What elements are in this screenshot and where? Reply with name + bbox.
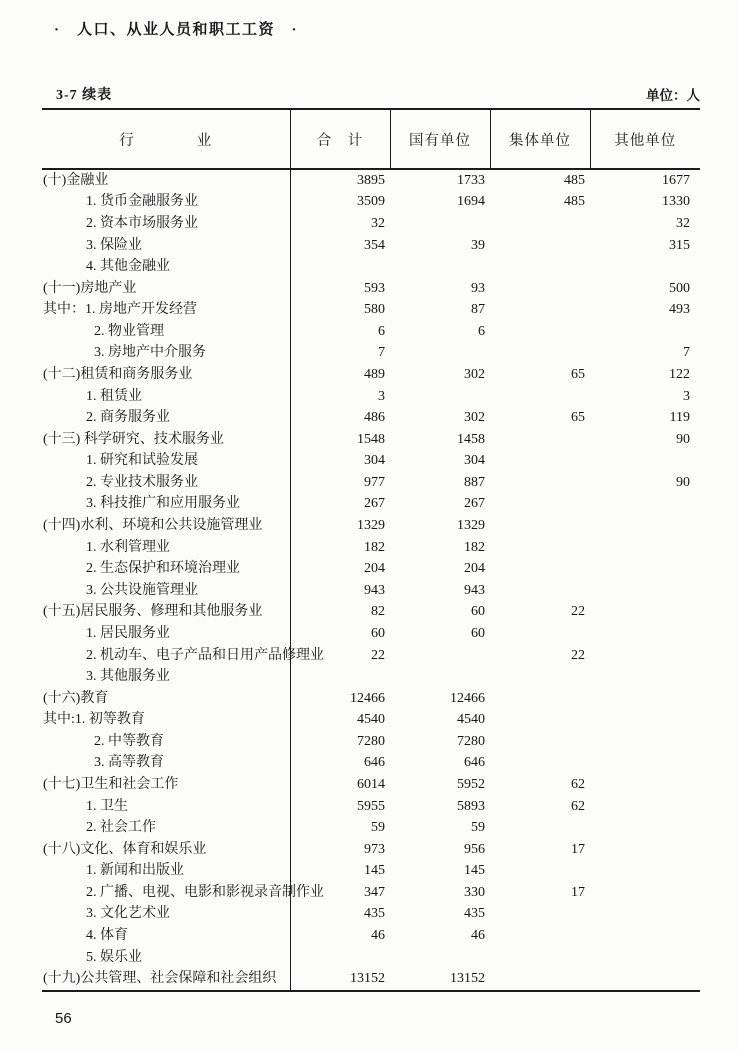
- col-header-total: 合 计: [290, 109, 390, 169]
- row-value: 485: [564, 194, 585, 210]
- row-value: [590, 753, 700, 775]
- row-value: [490, 321, 590, 343]
- row-value: 7: [683, 345, 690, 361]
- row-value: 267: [364, 496, 385, 512]
- row-label: 2. 商务服务业: [42, 407, 290, 429]
- row-label: 1. 新闻和出版业: [42, 861, 290, 883]
- row-label: 1. 卫生: [42, 796, 290, 818]
- row-value: 3509: [357, 194, 385, 210]
- row-value: 87: [471, 302, 485, 318]
- table-row: [42, 947, 700, 969]
- row-value: 90: [676, 431, 690, 447]
- row-label: 3. 其他服务业: [42, 666, 290, 688]
- row-label: 2. 机动车、电子产品和日用产品修理业: [42, 645, 290, 667]
- row-label: (十六)教育: [42, 688, 290, 710]
- row-value: [590, 774, 700, 796]
- row-value: 593: [364, 280, 385, 296]
- row-value: 22: [371, 647, 385, 663]
- row-value: [590, 709, 700, 731]
- row-label: (十八)文化、体育和娱乐业: [42, 839, 290, 861]
- row-value: 1329: [457, 518, 485, 534]
- table-row: [42, 343, 700, 365]
- row-value: 1733: [457, 172, 485, 188]
- table-row: [42, 688, 700, 710]
- row-value: [490, 213, 590, 235]
- row-label: (十四)水利、环境和公共设施管理业: [42, 515, 290, 537]
- row-value: 22: [571, 604, 585, 620]
- row-value: 60: [371, 625, 385, 641]
- row-label: 1. 研究和试验发展: [42, 451, 290, 473]
- row-label: 3. 房地产中介服务: [42, 343, 290, 365]
- row-value: 32: [676, 215, 690, 231]
- row-value: [490, 235, 590, 257]
- table-row: [42, 256, 700, 278]
- row-value: 59: [371, 820, 385, 836]
- row-value: [590, 256, 700, 278]
- row-value: [490, 472, 590, 494]
- row-value: 46: [471, 928, 485, 944]
- row-value: [590, 688, 700, 710]
- table-row: [42, 472, 700, 494]
- table-row: [42, 364, 700, 386]
- row-value: 1677: [662, 172, 690, 188]
- row-value: 60: [471, 604, 485, 620]
- row-value: 119: [669, 410, 690, 426]
- col-header-industry: 行 业: [42, 109, 290, 169]
- row-value: 13152: [450, 971, 485, 987]
- row-value: [490, 256, 590, 278]
- row-label: 4. 体育: [42, 925, 290, 947]
- row-value: 12466: [450, 690, 485, 706]
- row-value: 304: [464, 453, 485, 469]
- row-value: 354: [364, 237, 385, 253]
- col-header-state: 国有单位: [390, 109, 490, 169]
- table-row: [42, 666, 700, 688]
- row-value: 182: [364, 539, 385, 555]
- row-value: 943: [464, 582, 485, 598]
- row-value: 304: [364, 453, 385, 469]
- row-value: [490, 753, 590, 775]
- row-value: [390, 256, 490, 278]
- row-value: 5952: [457, 776, 485, 792]
- row-value: 4540: [457, 712, 485, 728]
- row-value: 6014: [357, 776, 385, 792]
- row-value: [590, 925, 700, 947]
- row-value: [590, 968, 700, 991]
- row-value: [390, 386, 490, 408]
- row-value: [490, 558, 590, 580]
- row-value: 13152: [350, 971, 385, 987]
- row-value: [490, 925, 590, 947]
- table-row: [42, 709, 700, 731]
- row-value: 956: [464, 841, 485, 857]
- page-number: 56: [55, 1010, 72, 1027]
- row-value: 1330: [662, 194, 690, 210]
- row-value: 1458: [457, 431, 485, 447]
- row-value: 93: [471, 280, 485, 296]
- row-value: 5955: [357, 798, 385, 814]
- row-label: 4. 其他金融业: [42, 256, 290, 278]
- col-header-collective: 集体单位: [490, 109, 590, 169]
- row-value: [490, 278, 590, 300]
- table-row: [42, 213, 700, 235]
- row-label: 3. 高等教育: [42, 753, 290, 775]
- row-value: 486: [364, 410, 385, 426]
- table-row: [42, 774, 700, 796]
- row-label: (十)金融业: [42, 169, 290, 192]
- row-value: [590, 494, 700, 516]
- row-value: [590, 623, 700, 645]
- table-header-row: [42, 109, 700, 169]
- row-value: [490, 299, 590, 321]
- row-value: [590, 796, 700, 818]
- row-value: [590, 321, 700, 343]
- table-row: [42, 451, 700, 473]
- row-value: [490, 537, 590, 559]
- row-value: [490, 731, 590, 753]
- row-value: [590, 731, 700, 753]
- row-label: (十七)卫生和社会工作: [42, 774, 290, 796]
- row-value: [590, 515, 700, 537]
- row-value: 3895: [357, 172, 385, 188]
- row-value: 204: [464, 561, 485, 577]
- table-row: [42, 386, 700, 408]
- row-value: [490, 429, 590, 451]
- row-value: [490, 623, 590, 645]
- table-row: [42, 753, 700, 775]
- row-value: [290, 256, 390, 278]
- unit-label: 单位：人: [646, 88, 700, 103]
- row-value: 22: [571, 647, 585, 663]
- row-label: (十九)公共管理、社会保障和社会组织: [42, 968, 290, 991]
- row-value: 7: [378, 345, 385, 361]
- table-row: [42, 558, 700, 580]
- row-value: [590, 839, 700, 861]
- row-value: 887: [464, 474, 485, 490]
- table-row: [42, 731, 700, 753]
- row-value: 3: [378, 388, 385, 404]
- row-label: 2. 中等教育: [42, 731, 290, 753]
- row-value: 122: [669, 366, 690, 382]
- table-header: [42, 109, 700, 169]
- row-value: [490, 515, 590, 537]
- row-value: 62: [571, 776, 585, 792]
- table-row: [42, 904, 700, 926]
- row-value: [490, 947, 590, 969]
- row-value: 6: [378, 323, 385, 339]
- table-body: [42, 169, 700, 991]
- row-value: 315: [669, 237, 690, 253]
- row-value: 60: [471, 625, 485, 641]
- row-value: [490, 494, 590, 516]
- row-value: 6: [478, 323, 485, 339]
- row-value: 347: [364, 884, 385, 900]
- row-label: 其中：1. 房地产开发经营: [42, 299, 290, 321]
- row-label: (十二)租赁和商务服务业: [42, 364, 290, 386]
- row-value: 330: [464, 884, 485, 900]
- row-value: 973: [364, 841, 385, 857]
- row-value: 302: [464, 410, 485, 426]
- col-header-other: 其他单位: [590, 109, 700, 169]
- row-value: 62: [571, 798, 585, 814]
- row-value: [390, 947, 490, 969]
- row-value: [590, 817, 700, 839]
- table-row: [42, 839, 700, 861]
- row-value: [490, 666, 590, 688]
- row-value: 7280: [357, 733, 385, 749]
- row-label: 2. 广播、电视、电影和影视录音制作业: [42, 882, 290, 904]
- table-row: [42, 235, 700, 257]
- row-label: 1. 水利管理业: [42, 537, 290, 559]
- row-value: [590, 861, 700, 883]
- row-value: [490, 451, 590, 473]
- row-value: [390, 666, 490, 688]
- row-value: 32: [371, 215, 385, 231]
- row-value: [590, 602, 700, 624]
- row-value: [590, 904, 700, 926]
- row-value: [590, 580, 700, 602]
- row-value: 5893: [457, 798, 485, 814]
- row-value: 489: [364, 366, 385, 382]
- row-label: 3. 公共设施管理业: [42, 580, 290, 602]
- table-row: [42, 537, 700, 559]
- table-row: [42, 278, 700, 300]
- row-label: 3. 科技推广和应用服务业: [42, 494, 290, 516]
- row-value: [490, 343, 590, 365]
- table-row: [42, 192, 700, 214]
- row-value: 12466: [350, 690, 385, 706]
- row-value: 435: [364, 906, 385, 922]
- row-value: 493: [669, 302, 690, 318]
- row-label: 5. 娱乐业: [42, 947, 290, 969]
- row-value: 145: [364, 863, 385, 879]
- row-value: [490, 386, 590, 408]
- statistical-table: [42, 108, 700, 992]
- row-value: [490, 817, 590, 839]
- table-row: [42, 602, 700, 624]
- row-label: 1. 居民服务业: [42, 623, 290, 645]
- row-value: [490, 688, 590, 710]
- row-value: 4540: [357, 712, 385, 728]
- row-label: 1. 租赁业: [42, 386, 290, 408]
- row-label: 2. 生态保护和环境治理业: [42, 558, 290, 580]
- table-caption: 3-7 续表: [56, 88, 113, 103]
- row-value: 943: [364, 582, 385, 598]
- table-row: [42, 169, 700, 192]
- row-value: 182: [464, 539, 485, 555]
- row-value: 17: [571, 884, 585, 900]
- row-value: [590, 882, 700, 904]
- row-label: 2. 资本市场服务业: [42, 213, 290, 235]
- row-value: 977: [364, 474, 385, 490]
- row-value: 65: [571, 410, 585, 426]
- row-label: 其中:1. 初等教育: [42, 709, 290, 731]
- row-value: 646: [364, 755, 385, 771]
- row-label: 2. 社会工作: [42, 817, 290, 839]
- table-row: [42, 299, 700, 321]
- row-value: 145: [464, 863, 485, 879]
- row-value: 435: [464, 906, 485, 922]
- table-row: [42, 882, 700, 904]
- row-value: 1548: [357, 431, 385, 447]
- row-value: [490, 968, 590, 991]
- row-value: 90: [676, 474, 690, 490]
- row-label: (十三) 科学研究、技术服务业: [42, 429, 290, 451]
- row-label: (十一)房地产业: [42, 278, 290, 300]
- row-value: 65: [571, 366, 585, 382]
- row-value: 580: [364, 302, 385, 318]
- table-row: [42, 861, 700, 883]
- row-value: [390, 213, 490, 235]
- row-value: [490, 861, 590, 883]
- statistical-table-section: [42, 84, 700, 992]
- row-label: 3. 保险业: [42, 235, 290, 257]
- row-value: [490, 709, 590, 731]
- row-value: [590, 537, 700, 559]
- row-value: [590, 666, 700, 688]
- row-label: (十五)居民服务、修理和其他服务业: [42, 602, 290, 624]
- row-value: 1694: [457, 194, 485, 210]
- table-row: [42, 515, 700, 537]
- table-row: [42, 925, 700, 947]
- row-value: [590, 451, 700, 473]
- row-value: 3: [683, 388, 690, 404]
- row-value: 267: [464, 496, 485, 512]
- row-value: 485: [564, 172, 585, 188]
- table-caption-bar: [42, 84, 700, 108]
- row-value: 39: [471, 237, 485, 253]
- row-value: 302: [464, 366, 485, 382]
- table-row: [42, 796, 700, 818]
- row-label: 1. 货币金融服务业: [42, 192, 290, 214]
- row-value: 82: [371, 604, 385, 620]
- row-value: 7280: [457, 733, 485, 749]
- table-row: [42, 580, 700, 602]
- row-value: 204: [364, 561, 385, 577]
- running-header: · 人口、从业人员和职工工资 ·: [54, 22, 299, 38]
- table-row: [42, 817, 700, 839]
- row-value: 59: [471, 820, 485, 836]
- row-value: [590, 947, 700, 969]
- row-value: [590, 558, 700, 580]
- row-value: [390, 343, 490, 365]
- row-value: 500: [669, 280, 690, 296]
- row-label: 2. 物业管理: [42, 321, 290, 343]
- table-row: [42, 494, 700, 516]
- table-row: [42, 321, 700, 343]
- row-label: 2. 专业技术服务业: [42, 472, 290, 494]
- row-value: 17: [571, 841, 585, 857]
- table-row: [42, 429, 700, 451]
- row-value: [290, 947, 390, 969]
- table-row: [42, 407, 700, 429]
- row-value: [490, 904, 590, 926]
- row-value: [390, 645, 490, 667]
- row-value: 646: [464, 755, 485, 771]
- table-row: [42, 968, 700, 991]
- table-row: [42, 623, 700, 645]
- row-value: [590, 645, 700, 667]
- row-label: 3. 文化艺术业: [42, 904, 290, 926]
- row-value: [490, 580, 590, 602]
- row-value: 1329: [357, 518, 385, 534]
- table-row: [42, 645, 700, 667]
- row-value: [290, 666, 390, 688]
- row-value: 46: [371, 928, 385, 944]
